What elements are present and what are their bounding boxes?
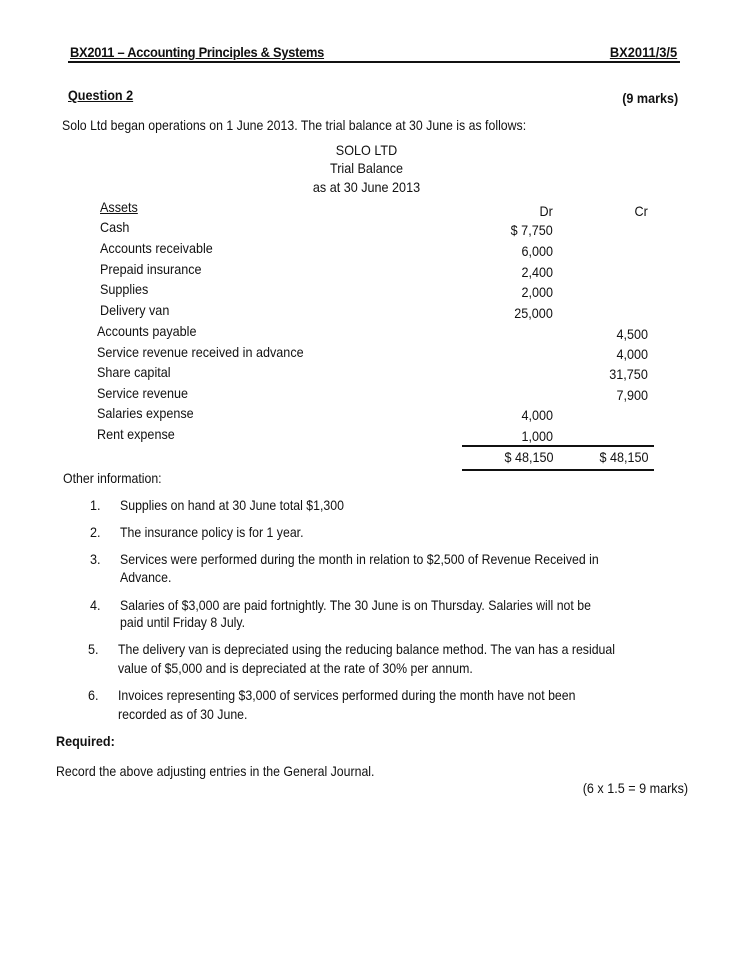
tb-account: Share capital	[97, 364, 171, 380]
tb-account: Service revenue	[97, 385, 189, 401]
tb-cr-value: 4,500	[616, 326, 648, 342]
required-instruction: Record the above adjusting entries in the General Journal.	[56, 763, 375, 779]
item-text-cont: value of $5,000 and is depreciated at the rate of 30% per annum.	[118, 660, 473, 676]
question-marks: (9 marks)	[621, 90, 678, 106]
tb-account: Supplies	[100, 281, 149, 297]
tb-dr-value: 25,000	[514, 305, 553, 321]
required-label: Required:	[56, 733, 115, 749]
marks-breakdown: (6 x 1.5 = 9 marks)	[582, 780, 688, 796]
item-text: The delivery van is depreciated using the reducing balance method. The van has a residual	[118, 641, 615, 657]
item-number: 3.	[90, 551, 101, 567]
total-rule	[462, 469, 654, 471]
item-text-cont: paid until Friday 8 July.	[120, 614, 246, 630]
item-number: 5.	[88, 641, 99, 657]
item-text: Invoices representing $3,000 of services performed during the month have not been	[118, 687, 576, 703]
tb-account: Service revenue received in advance	[97, 344, 304, 360]
tb-dr-value: 1,000	[521, 428, 553, 444]
tb-dr-value: $ 7,750	[510, 222, 553, 238]
tb-company-name: SOLO LTD	[335, 142, 398, 158]
tb-total-cr: $ 48,150	[598, 449, 648, 465]
item-text: The insurance policy is for 1 year.	[120, 524, 304, 540]
tb-account: Accounts payable	[97, 323, 197, 339]
tb-dr-value: 2,000	[521, 284, 553, 300]
tb-section-assets: Assets	[100, 199, 138, 215]
tb-cr-header: Cr	[634, 203, 648, 219]
item-text-cont: Advance.	[120, 569, 172, 585]
tb-cr-value: 4,000	[616, 346, 648, 362]
header-divider	[68, 61, 680, 63]
tb-account: Delivery van	[100, 302, 170, 318]
item-number: 4.	[90, 597, 101, 613]
item-text: Services were performed during the month in relation to $2,500 of Revenue Received in	[120, 551, 599, 567]
question-intro: Solo Ltd began operations on 1 June 2013. The trial balance at 30 June is as follows:	[62, 117, 527, 133]
course-title: BX2011 – Accounting Principles & Systems	[70, 44, 325, 60]
tb-total-dr: $ 48,150	[503, 449, 553, 465]
item-number: 1.	[90, 497, 101, 513]
question-title: Question 2	[68, 87, 134, 103]
tb-account: Prepaid insurance	[100, 261, 202, 277]
tb-dr-value: 2,400	[521, 264, 553, 280]
tb-title: Trial Balance	[329, 160, 404, 176]
item-text: Salaries of $3,000 are paid fortnightly. The 30 June is on Thursday. Salaries will not be	[120, 597, 591, 613]
page-code: BX2011/3/5	[609, 44, 677, 60]
item-number: 2.	[90, 524, 101, 540]
tb-cr-value: 31,750	[609, 366, 648, 382]
tb-account: Accounts receivable	[100, 240, 213, 256]
item-number: 6.	[88, 687, 99, 703]
tb-dr-value: 4,000	[521, 407, 553, 423]
tb-dr-value: 6,000	[521, 243, 553, 259]
item-text-cont: recorded as of 30 June.	[118, 706, 248, 722]
tb-account: Rent expense	[97, 426, 175, 442]
tb-account: Salaries expense	[97, 405, 194, 421]
tb-account: Cash	[100, 219, 130, 235]
tb-cr-value: 7,900	[616, 387, 648, 403]
tb-date: as at 30 June 2013	[312, 179, 421, 195]
item-text: Supplies on hand at 30 June total $1,300	[120, 497, 345, 513]
other-info-label: Other information:	[63, 470, 162, 486]
tb-dr-header: Dr	[539, 203, 553, 219]
subtotal-rule	[462, 445, 654, 447]
